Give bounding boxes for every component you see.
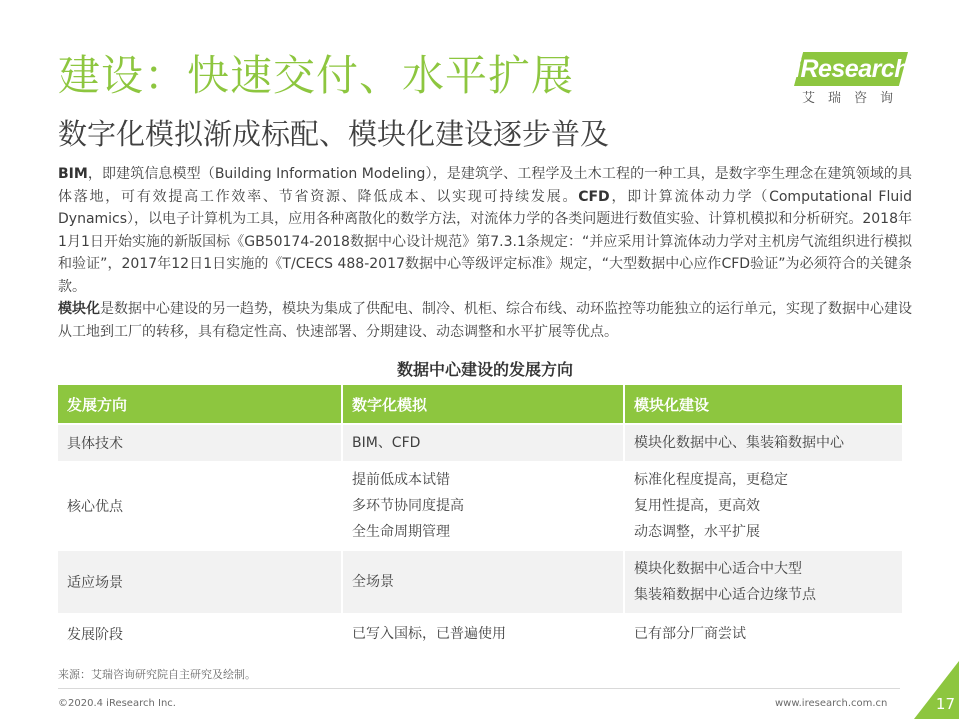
table-row <box>58 423 902 461</box>
table-row <box>58 549 902 613</box>
body-paragraph-2 <box>58 298 912 343</box>
table-row <box>58 461 902 549</box>
bim-description: ，即建筑信息模型（Building Information Modeling），是建筑学、工程学及土木工程的一种工具，是数字孪生理念在建筑领域的具体落地，可有效提高工作效率、节省资源、降低成本、以实现可持续发展。 <box>58 166 912 205</box>
modular-description: 是数据中心建设的另一趋势，模块为集成了供配电、制冷、机柜、综合布线、动环监控等功能独立的运行单元，实现了数据中心建设从工地到工厂的转移，具有稳定性高、快速部署、分期建设、动态调整和水平扩展等优点。 <box>58 301 912 340</box>
term-cfd: CFD <box>578 188 610 205</box>
page-title: 建设：快速交付、水平扩展 <box>58 51 575 100</box>
table-row <box>58 613 902 653</box>
cell-line: 提前低成本试错 <box>352 472 450 488</box>
cell-line: 已有部分厂商尝试 <box>634 626 746 642</box>
copyright: ©2020.4 iResearch Inc. <box>58 698 176 709</box>
cell-line: 模块化数据中心适合中大型 <box>634 561 802 577</box>
term-bim: BIM <box>58 166 88 182</box>
cell-digital <box>343 423 625 461</box>
logo-subtitle: 艾瑞咨询 <box>802 91 907 106</box>
cell-line: 全生命周期管理 <box>352 524 450 540</box>
cell-line: 模块化数据中心、集装箱数据中心 <box>634 435 844 451</box>
page-number: 17 <box>935 695 955 713</box>
cell-digital <box>343 613 625 653</box>
cell-modular <box>625 549 902 613</box>
cell-line: 标准化程度提高，更稳定 <box>634 472 788 488</box>
cfd-description: ，即计算流体动力学（Computational Fluid Dynamics），以电子计算机为工具，应用各种离散化的数学方法，对流体力学的各类问题进行数值实验、计算机模拟和分析研究。2018年1月1日开始实施的新版国标《GB50174-2018数据中心设计规范》第7.3.1条规定：“并应采用计算流体动力学对主机房气流组织进行模拟和验证”，2017年12日1日实施的《T/CECS 488-2017数据中心等级评定标准》规定，“大型数据中心应作CFD验证”为必须符合的关键条款。 <box>58 188 912 295</box>
development-table <box>58 385 902 653</box>
page-subtitle: 数字化模拟渐成标配、模块化建设逐步普及 <box>58 117 610 151</box>
cell-line: 多环节协同度提高 <box>352 498 464 514</box>
cell-digital <box>343 549 625 613</box>
cell-line: 集装箱数据中心适合边缘节点 <box>634 587 816 603</box>
term-modular: 模块化 <box>58 301 100 317</box>
header-cell-direction: 发展方向 <box>58 385 343 423</box>
cell-line: BIM、CFD <box>352 435 421 451</box>
cell-line: 动态调整，水平扩展 <box>634 524 760 540</box>
website-link[interactable]: www.iresearch.com.cn <box>775 698 888 709</box>
cell-modular <box>625 423 902 461</box>
iresearch-logo <box>782 52 912 112</box>
cell-digital <box>343 461 625 549</box>
body-paragraph-1 <box>58 163 912 298</box>
cell-modular <box>625 461 902 549</box>
body-text <box>58 163 912 343</box>
cell-line: 复用性提高，更高效 <box>634 498 760 514</box>
cell-modular <box>625 613 902 653</box>
logo-word: iResearch <box>794 55 910 83</box>
source-note: 来源：艾瑞咨询研究院自主研究及绘制。 <box>58 668 256 681</box>
footer-divider <box>58 688 900 689</box>
table-header-row <box>58 385 902 423</box>
table-title: 数据中心建设的发展方向 <box>396 360 573 379</box>
row-label: 具体技术 <box>58 423 343 461</box>
cell-line: 已写入国标，已普遍使用 <box>352 626 506 642</box>
row-label: 适应场景 <box>58 549 343 613</box>
row-label: 发展阶段 <box>58 613 343 653</box>
cell-line: 全场景 <box>352 574 394 590</box>
row-label: 核心优点 <box>58 461 343 549</box>
header-cell-digital: 数字化模拟 <box>343 385 625 423</box>
header-cell-modular: 模块化建设 <box>625 385 902 423</box>
